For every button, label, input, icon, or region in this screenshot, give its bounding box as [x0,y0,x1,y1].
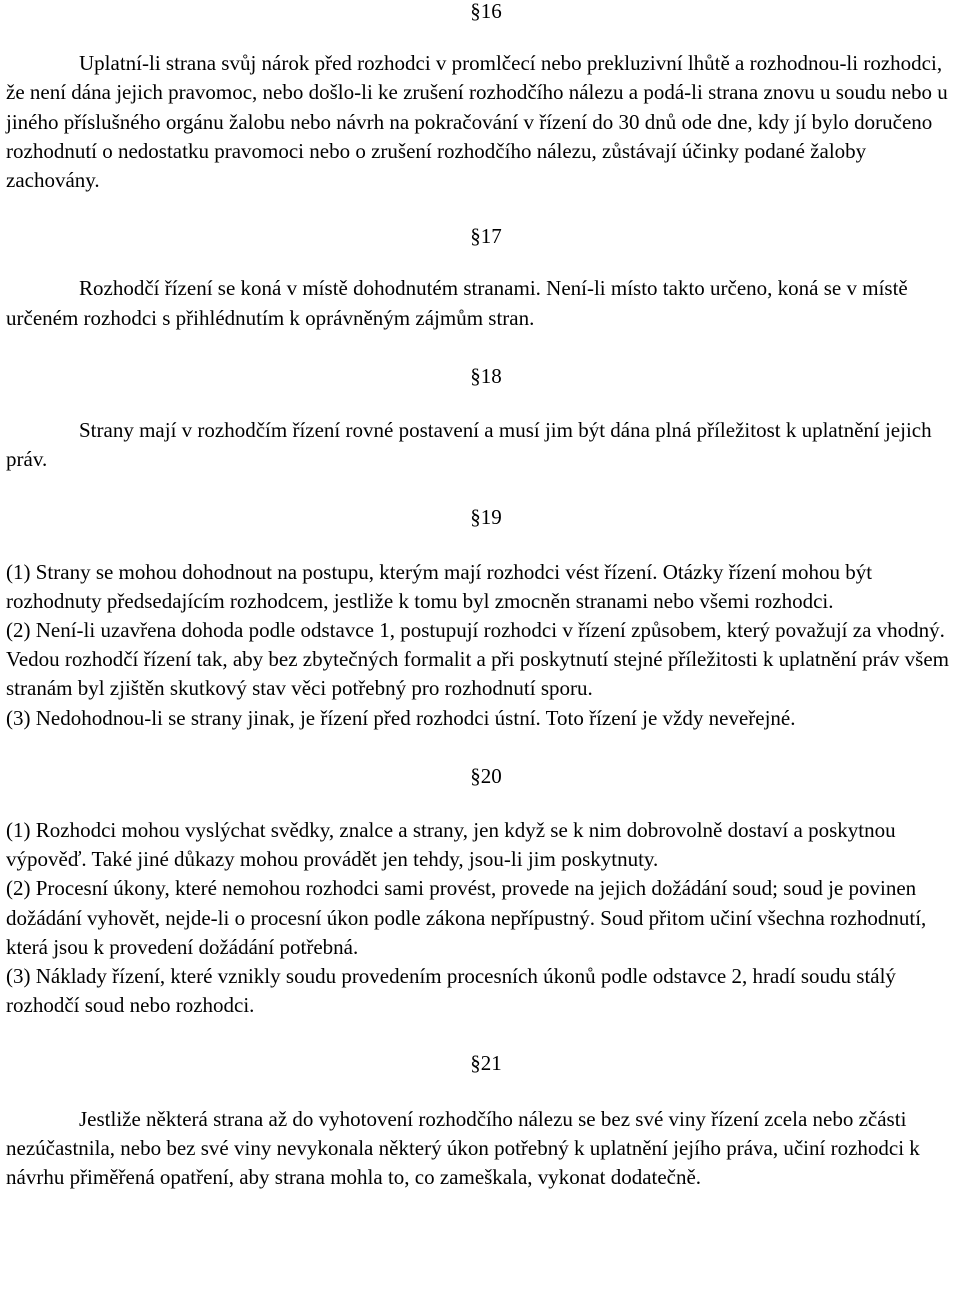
section-16-paragraph: Uplatní-li strana svůj nárok před rozhodci v promlčecí nebo prekluzivní lhůtě a rozhodnou-li rozhodci, že není dána jejich pravomoc, nebo došlo-li ke zrušení rozhodčího nálezu a podá-li strana znovu u soudu nebo u jiného příslušného orgánu žalobu nebo návrh na pokračování v řízení do 30 dnů ode dne, kdy jí bylo doručeno rozhodnutí o nedostatku pravomoci nebo o zrušení rozhodčího nálezu, zůstávají účinky podané žaloby zachovány. [6,51,948,193]
section-heading-21: §21 [470,1051,502,1076]
section-20-paragraph-3: (3) Náklady řízení, které vznikly soudu provedením procesních úkonů podle odstavce 2, hradí soudu stálý rozhodčí soud nebo rozhodci. [6,964,896,1018]
section-17-paragraph: Rozhodčí řízení se koná v místě dohodnutém stranami. Není-li místo takto určeno, koná se v místě určeném rozhodci s přihlédnutím k oprávněným zájmům stran. [6,276,908,330]
section-20-paragraph-1: (1) Rozhodci mohou vyslýchat svědky, znalce a strany, jen když se k nim dobrovolně dostaví a poskytnou výpověď. Také jiné důkazy mohou provádět jen tehdy, jsou-li jim poskytnuty. [6,818,896,872]
section-19-paragraph-2: (2) Není-li uzavřena dohoda podle odstavce 1, postupují rozhodci v řízení způsobem, který považují za vhodný. Vedou rozhodčí řízení tak, aby bez zbytečných formalit a při poskytnutí stejné příležitosti k uplatnění práv všem stranám byl zjištěn skutkový stav věci potřebný pro rozhodnutí sporu. [6,618,949,701]
section-19-paragraph-1: (1) Strany se mohou dohodnout na postupu, kterým mají rozhodci vést řízení. Otázky řízení mohou být rozhodnuty předsedajícím rozhodcem, jestliže k tomu byl zmocněn stranami nebo všemi rozhodci. [6,559,873,613]
section-heading-19: §19 [470,505,502,530]
section-heading-16: §16 [470,0,502,23]
section-20-paragraph-2: (2) Procesní úkony, které nemohou rozhodci sami provést, provede na jejich dožádání soud; soud je povinen dožádání vyhovět, nejde-li o procesní úkon podle zákona nepřípustný. Soud přitom učiní všechna rozhodnutí, která jsou k provedení dožádání potřebná. [6,876,927,959]
section-heading-20: §20 [470,763,502,788]
section-21-paragraph: Jestliže některá strana až do vyhotovení rozhodčího nálezu se bez své viny řízení zcela nebo zčásti nezúčastnila, nebo bez své viny nevykonala některý úkon potřebný k uplatnění jejího práva, učiní rozhodci k návrhu přiměřená opatření, aby strana mohla to, co zameškala, vykonat dodatečně. [6,1106,920,1190]
document-page [6,0,956,1192]
section-heading-17: §17 [470,224,502,249]
section-18-paragraph: Strany mají v rozhodčím řízení rovné postavení a musí jim být dána plná příležitost k uplatnění jejich práv. [6,418,932,472]
section-19-paragraph-3: (3) Nedohodnou-li se strany jinak, je řízení před rozhodci ústní. Toto řízení je vždy neveřejné. [6,705,796,730]
section-heading-18: §18 [470,363,502,388]
